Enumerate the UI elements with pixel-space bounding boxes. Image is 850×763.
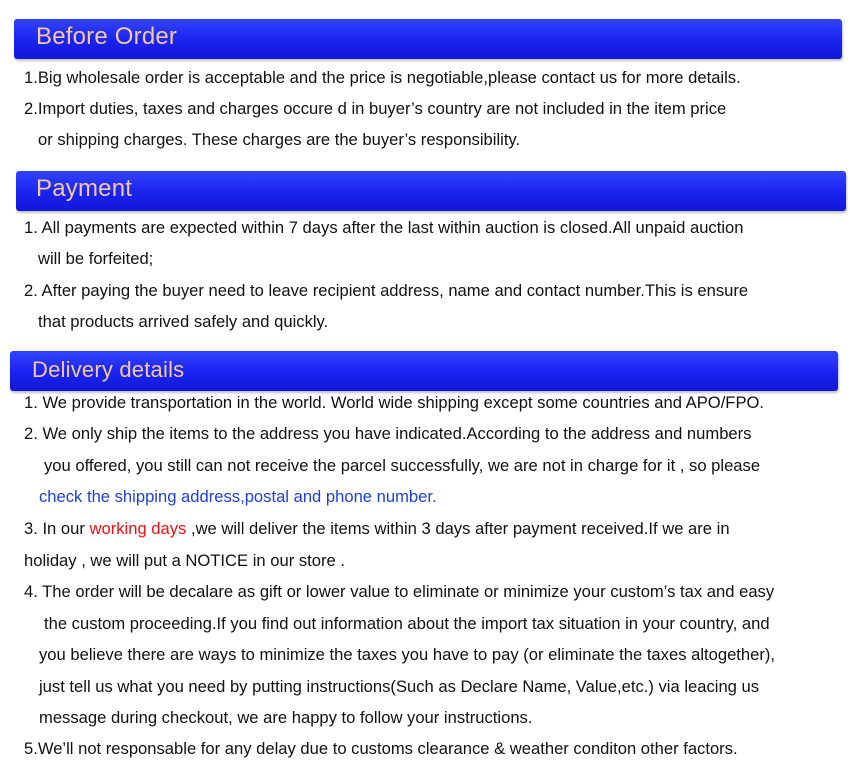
delivery-line-10: just tell us what you need by putting instructions(Such as Declare Name, Value,etc.) via leacing us	[39, 677, 760, 696]
delivery-line-8: the custom proceeding.If you find out information about the import tax situation in your country, and	[44, 614, 770, 633]
payment-title: Payment	[36, 175, 133, 202]
delivery-line-12: 5.We’ll not responsable for any delay due to customs clearance & weather conditon other factors.	[24, 739, 738, 758]
payment-line-4: that products arrived safely and quickly.	[38, 312, 329, 331]
delivery-line-11: message during checkout, we are happy to follow your instructions.	[39, 708, 533, 727]
delivery-line-2: 2. We only ship the items to the address you have indicated.According to the address and numbers	[24, 424, 752, 443]
delivery-line-5-start: 3. In our	[24, 519, 90, 538]
delivery-line-5-end: ,we will deliver the items within 3 days after payment received.If we are in	[186, 519, 730, 538]
delivery-line-7: 4. The order will be decalare as gift or lower value to eliminate or minimize your custom’s tax and easy	[24, 582, 775, 601]
before-order-line-3: or shipping charges. These charges are the buyer’s responsibility.	[38, 130, 521, 149]
payment-line-1: 1. All payments are expected within 7 days after the last within auction is closed.All unpaid auction	[24, 218, 744, 237]
delivery-line-6: holiday , we will put a NOTICE in our store .	[24, 551, 345, 570]
delivery-line-3: you offered, you still can not receive the parcel successfully, we are not in charge for it , so please	[44, 456, 761, 475]
delivery-line-5	[24, 519, 730, 539]
delivery-line-1: 1. We provide transportation in the world. World wide shipping except some countries and APO/FPO.	[24, 393, 765, 412]
before-order-line-2: 2.Import duties, taxes and charges occure d in buyer’s country are not included in the item price	[24, 99, 727, 118]
payment-line-2: will be forfeited;	[38, 249, 154, 268]
working-days-highlight: working days	[89, 519, 187, 538]
delivery-line-4-highlight: check the shipping address,postal and phone number.	[39, 487, 437, 506]
before-order-banner	[14, 19, 842, 59]
delivery-banner	[10, 351, 838, 391]
delivery-line-9: you believe there are ways to minimize the taxes you have to pay (or eliminate the taxes altogether),	[39, 645, 776, 664]
delivery-title: Delivery details	[32, 357, 185, 382]
before-order-title: Before Order	[36, 23, 178, 50]
payment-line-3: 2. After paying the buyer need to leave recipient address, name and contact number.This is ensure	[24, 281, 749, 300]
payment-banner	[16, 171, 846, 211]
before-order-line-1: 1.Big wholesale order is acceptable and the price is negotiable,please contact us for more details.	[24, 68, 741, 87]
